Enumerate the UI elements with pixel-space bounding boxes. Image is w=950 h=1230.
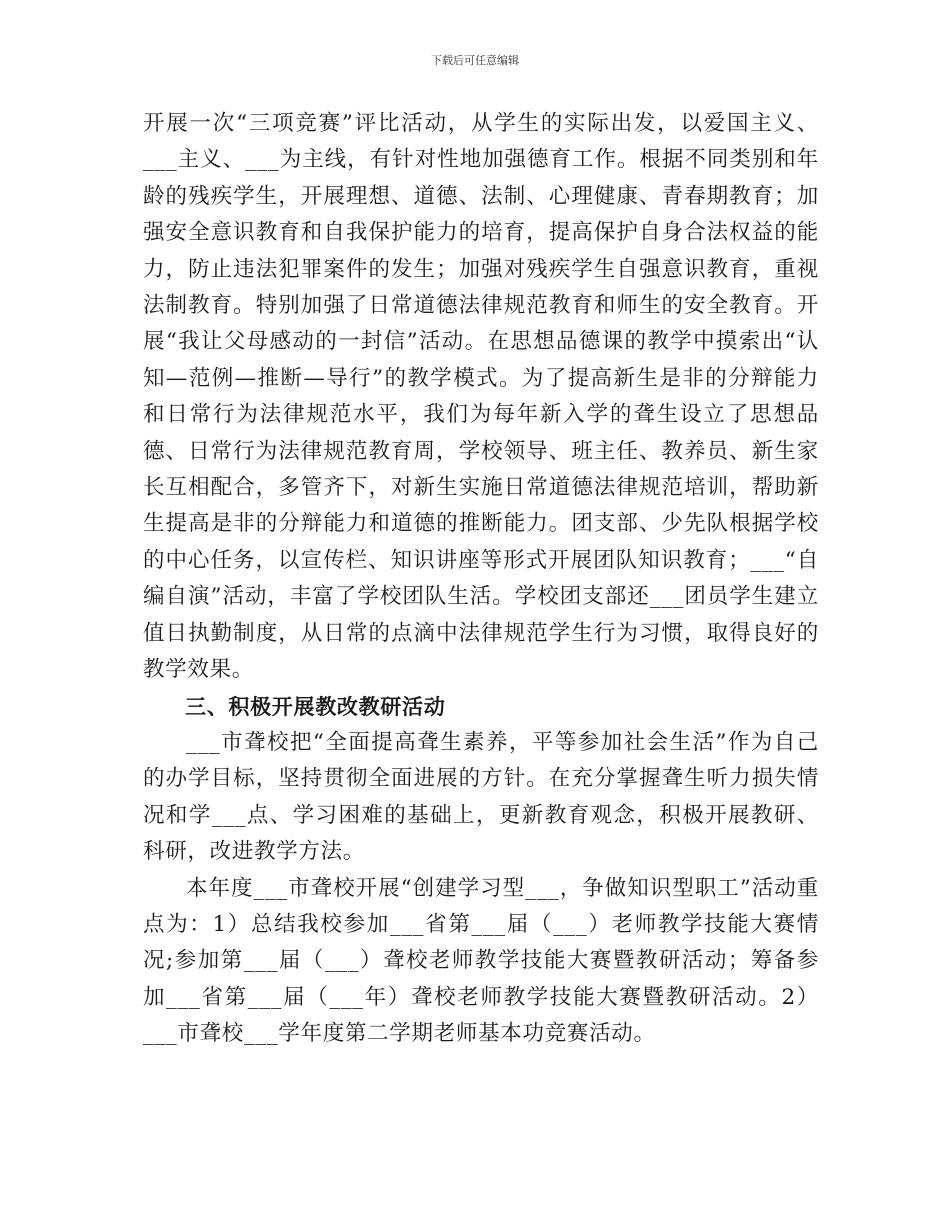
header-note: 下载后可任意编辑 [431, 54, 519, 67]
paragraph-moral-education: 开展一次“三项竞赛”评比活动，从学生的实际出发，以爱国主义、___主义、___为主线，有针对性地加强德育工作。根据不同类别和年龄的残疾学生，开展理想、道德、法制、心理健康、青春期教育；加强安全意识教育和自我保护能力的培育，提高保护自身合法权益的能力，防止违法犯罪案件的发生；加强对残疾学生自强意识教育，重视法制教育。特别加强了日常道德法律规范教育和师生的安全教育。开展“我让父母感动的一封信”活动。在思想品德课的教学中摸索出“认知—范例—推断—导行”的教学模式。为了提高新生是非的分辩能力和日常行为法律规范水平，我们为每年新入学的聋生设立了思想品德、日常行为法律规范教育周，学校领导、班主任、教养员、新生家长互相配合，多管齐下，对新生实施日常道德法律规范培训，帮助新生提高是非的分辩能力和道德的推断能力。团支部、少先队根据学校的中心任务，以宣传栏、知识讲座等形式开展团队知识教育；___“自编自演”活动，丰富了学校团队生活。学校团支部还___团员学生建立值日执勤制度，从日常的点滴中法律规范学生行为习惯，取得良好的教学效果。 [143, 111, 819, 683]
document-body [143, 106, 819, 1053]
paragraph-annual-activities: 本年度___市聋校开展“创建学习型___，争做知识型职工”活动重点为：1）总结我校参加___省第___届（___）老师教学技能大赛情况;参加第___届（___）聋校老师教学技能大赛暨教研活动；筹备参加___省第___届（___年）聋校老师教学技能大赛暨教研活动。2）___市聋校___学年度第二学期老师基本功竞赛活动。 [143, 875, 819, 1047]
paragraph-school-goal: ___市聋校把“全面提高聋生素养，平等参加社会生活”作为自己的办学目标，坚持贯彻全面进展的方针。在充分掌握聋生听力损失情况和学___点、学习困难的基础上，更新教育观念，积极开展教研、科研，改进教学方法。 [143, 729, 819, 865]
section-heading-teaching-research: 三、积极开展教改教研活动 [185, 694, 446, 719]
